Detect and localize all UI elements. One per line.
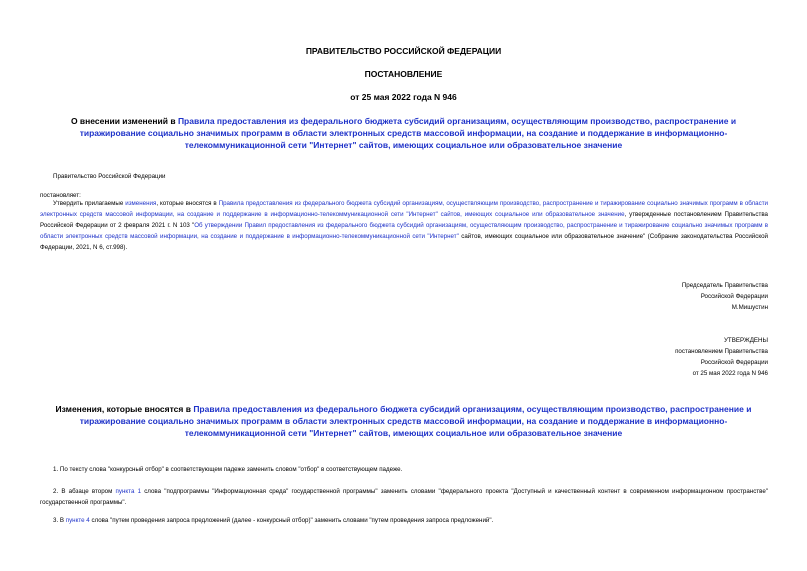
document-title xyxy=(40,115,767,151)
government-heading: ПРАВИТЕЛЬСТВО РОССИЙСКОЙ ФЕДЕРАЦИИ xyxy=(305,46,502,56)
changes-title xyxy=(40,403,767,439)
item3-text-a: 3. В xyxy=(53,517,66,524)
resolution-103-link[interactable]: Об утверждении Правил предоставления из федерального бюджета субсидий организациям, осуществляющим производство, распространение и тиражирование социально значимых программ в области электронных средств массовой информации, на создание и поддержание в информационно-телекоммуникационной сети "Интернет" xyxy=(40,222,769,240)
signature-line-3: М.Мишустин xyxy=(731,304,768,311)
signature-block xyxy=(682,280,768,313)
item2-link[interactable]: пункта 1 xyxy=(115,488,142,495)
changes-title-prefix: Изменения, которые вносятся в xyxy=(55,404,194,414)
signature-line-1: Председатель Правительства xyxy=(681,282,768,289)
item3-link[interactable]: пункте 4 xyxy=(65,517,90,524)
approved-line-2: постановлением Правительства xyxy=(675,348,768,355)
changes-link[interactable]: изменения xyxy=(125,200,157,207)
change-item-3 xyxy=(40,515,768,526)
approved-line-3: Российской Федерации xyxy=(700,359,768,366)
title-prefix: О внесении изменений в xyxy=(70,116,178,126)
item3-text-b: слова "путем проведения запроса предложений (далее - конкурсный отбор)" заменить словами "путем проведения запроса предложений". xyxy=(89,517,494,524)
body-text-2: , которые вносятся в xyxy=(156,200,219,207)
approved-line-4: от 25 мая 2022 года N 946 xyxy=(692,370,768,377)
approved-block xyxy=(675,335,768,379)
resolution-paragraph xyxy=(40,198,768,253)
doc-date-heading: от 25 мая 2022 года N 946 xyxy=(350,92,457,102)
signature-line-2: Российской Федерации xyxy=(700,293,768,300)
doc-type-heading: ПОСТАНОВЛЕНИЕ xyxy=(364,69,443,79)
change-item-1: 1. По тексту слова "конкурсный отбор" в соответствующем падеже заменить словом "отбор" в соответствующем падеже. xyxy=(53,466,403,473)
rules-link-2[interactable]: Правила предоставления из федерального бюджета субсидий организациям, осуществляющим производство, распространение и тиражирование социально значимых программ в области электронных средств массовой информации, на создание и поддержание в информационно-телекоммуникационной сети "Интернет" сайтов, имеющих социальное или образовательное значение xyxy=(79,404,752,438)
preamble-government: Правительство Российской Федерации xyxy=(53,173,166,180)
item2-text-b: слова "подпрограммы "Информационная среда" государственной программы" заменить словами "федерального проекта "Доступный и качественный контент в современном информационном пространстве" государственной программы". xyxy=(40,488,768,506)
rules-link[interactable]: Правила предоставления из федерального бюджета субсидий организациям, осуществляющим производство, распространение и тиражирование социально значимых программ в области электронных средств массовой информации, на создание и поддержание в информационно-телекоммуникационной сети "Интернет" сайтов, имеющих социальное или образовательное значение xyxy=(79,116,737,150)
rules-link-body[interactable]: Правила предоставления из федерального бюджета субсидий организациям, осуществляющим производство, распространение и тиражирование социально значимых программ в области электронных средств массовой информации, на создание и поддержание в информационно-телекоммуникационной сети "Интернет" сайтов, имеющих социальное или образовательное значение xyxy=(40,200,768,218)
body-text-4: сайтов, имеющих социальное или образовательное значение" (Собрание законодательства Российской Федерации, 2021, N 6, ст.998). xyxy=(40,233,769,251)
body-text-3: , утвержденные постановлением Правительства Российской Федерации от 2 февраля 2021 г. N 103 " xyxy=(40,211,768,229)
body-text-1: Утвердить прилагаемые xyxy=(53,200,126,207)
preamble-resolves: постановляет: xyxy=(40,192,81,199)
item2-text-a: 2. В абзаце втором xyxy=(53,488,116,495)
approved-line-1: УТВЕРЖДЕНЫ xyxy=(724,337,768,344)
change-item-2 xyxy=(40,486,768,508)
